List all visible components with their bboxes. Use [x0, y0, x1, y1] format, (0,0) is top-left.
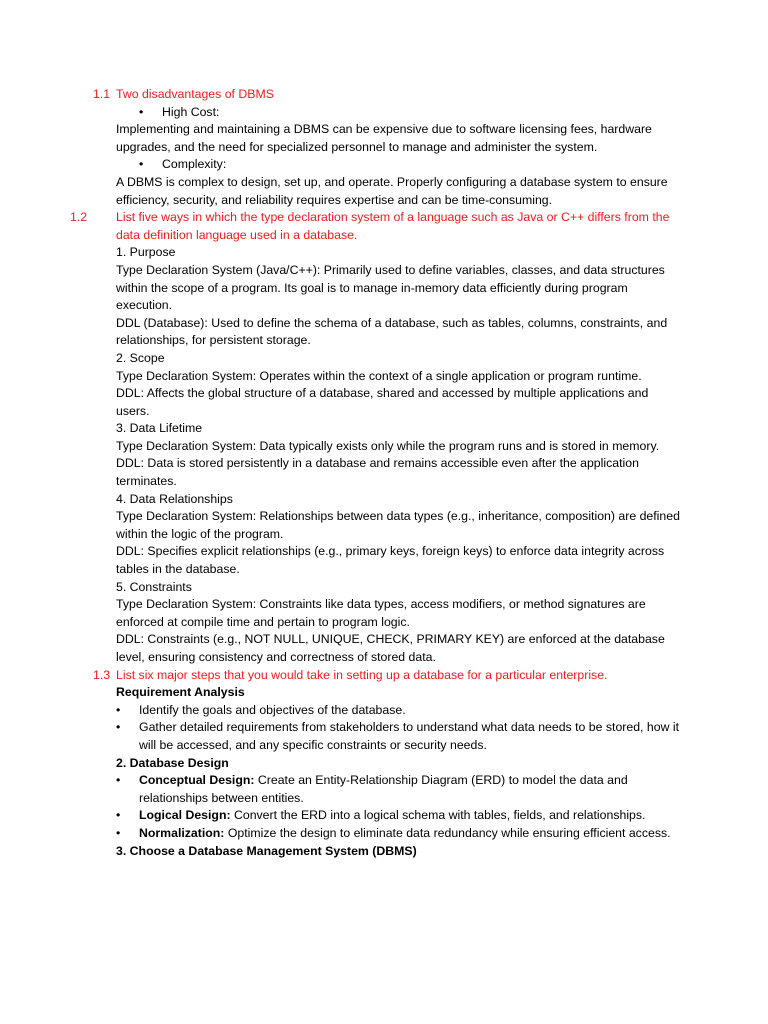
step-heading: 2. Database Design: [116, 755, 229, 770]
paragraph: Type Declaration System: Data typically exists only while the program runs and is stored in memory.: [116, 438, 660, 453]
paragraph: Type Declaration System: Operates within the context of a single application or program runtime.: [116, 368, 642, 383]
bullet-icon: •: [139, 157, 144, 172]
bullet-icon: •: [116, 825, 121, 840]
item-label: Logical Design:: [139, 808, 231, 823]
paragraph: A DBMS is complex to design, set up, and operate. Properly configuring a database system to ensure efficiency, security, and reliability requires expertise and can be time-consuming.: [116, 174, 668, 207]
item-text: Convert the ERD into a logical schema with tables, fields, and relationships.: [230, 808, 646, 823]
paragraph: DDL (Database): Used to define the schema of a database, such as tables, columns, constraints, and relationships, for persistent storage.: [116, 315, 668, 348]
step-heading: 3. Choose a Database Management System (DBMS): [116, 843, 417, 858]
bullet-icon: •: [116, 773, 121, 788]
section-heading: 5. Constraints: [116, 579, 192, 594]
question-title: List six major steps that you would take in setting up a database for a particular enterprise.: [116, 667, 608, 682]
question-number: 1.2: [70, 210, 88, 225]
bullet-icon: •: [116, 702, 121, 717]
step-heading: Requirement Analysis: [116, 685, 245, 700]
paragraph: DDL: Specifies explicit relationships (e.g., primary keys, foreign keys) to enforce data integrity across tables in the database.: [116, 544, 665, 577]
question-1-2-heading: [70, 209, 683, 244]
list-item: [93, 156, 683, 174]
question-title: Two disadvantages of DBMS: [116, 87, 274, 101]
bullet-icon: •: [139, 104, 144, 119]
paragraph: DDL: Affects the global structure of a database, shared and accessed by multiple applications and users.: [116, 386, 649, 418]
question-number: 1.1: [93, 87, 111, 101]
section-heading: 4. Data Relationships: [116, 491, 233, 506]
paragraph: Type Declaration System: Relationships between data types (e.g., inheritance, composition) are defined within the logic of the program.: [116, 509, 680, 541]
document-body: [70, 86, 683, 860]
paragraph: DDL: Data is stored persistently in a database and remains accessible even after the application terminates.: [116, 456, 639, 489]
bullet-icon: •: [116, 720, 121, 735]
question-number: 1.3: [93, 667, 111, 682]
item-text: Gather detailed requirements from stakeholders to understand what data needs to be stored, how it will be accessed, and any specific constraints or security needs.: [139, 720, 680, 752]
item-text: Optimize the design to eliminate data redundancy while ensuring efficient access.: [224, 825, 671, 840]
paragraph: Implementing and maintaining a DBMS can be expensive due to software licensing fees, hardware upgrades, and the need for specialized personnel to manage and administer the system.: [116, 122, 652, 154]
paragraph: Type Declaration System: Constraints like data types, access modifiers, or method signatures are enforced at compile time and pertain to program logic.: [116, 597, 646, 629]
question-1-1-heading: [93, 86, 683, 104]
section-heading: 1. Purpose: [116, 245, 176, 260]
list-item: [93, 719, 683, 754]
paragraph: Type Declaration System (Java/C++): Primarily used to define variables, classes, and data structures within the scope of a program. Its goal is to manage in-memory data efficiently during program execution.: [116, 262, 665, 313]
section-heading: 2. Scope: [116, 350, 165, 365]
item-label: High Cost:: [162, 104, 220, 119]
item-label: Conceptual Design:: [139, 773, 255, 788]
item-label: Complexity:: [162, 157, 227, 172]
list-item: [93, 772, 683, 807]
list-item: [93, 104, 683, 122]
question-1-3-heading: [93, 667, 683, 685]
question-title: List five ways in which the type declaration system of a language such as Java or C++ differs from the data definition language used in a database.: [116, 210, 670, 242]
section-heading: 3. Data Lifetime: [116, 421, 203, 436]
bullet-icon: •: [116, 808, 121, 823]
item-text: Create an Entity-Relationship Diagram (ERD) to model the data and relationships between entities.: [139, 773, 628, 805]
list-item: [93, 807, 683, 825]
paragraph: DDL: Constraints (e.g., NOT NULL, UNIQUE, CHECK, PRIMARY KEY) are enforced at the database level, ensuring consistency and correctness of stored data.: [116, 632, 665, 664]
list-item: [93, 702, 683, 720]
item-text: Identify the goals and objectives of the database.: [139, 702, 406, 717]
list-item: [93, 825, 683, 843]
item-label: Normalization:: [139, 825, 225, 840]
